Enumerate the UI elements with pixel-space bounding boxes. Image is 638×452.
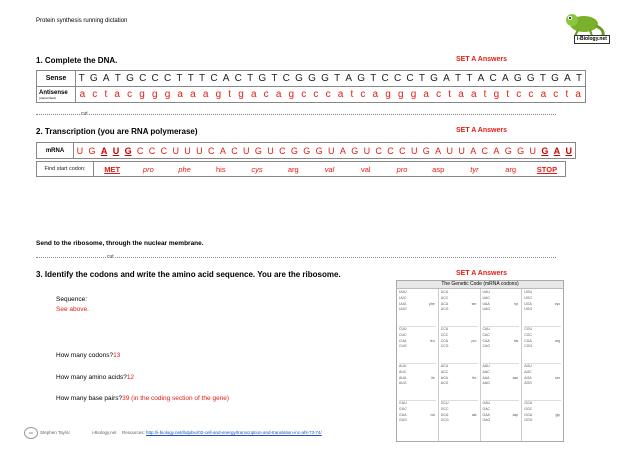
codon: ACG	[440, 381, 449, 386]
codon-amino-acid: arg	[554, 339, 560, 343]
codon: AUC	[399, 369, 407, 374]
mrna-base: U	[184, 145, 191, 156]
antisense-base: c	[92, 89, 98, 100]
antisense-base: a	[575, 89, 581, 100]
antisense-base: t	[506, 89, 510, 100]
codon: GAC	[482, 406, 491, 411]
antisense-base: a	[202, 89, 209, 100]
mrna-base: U	[196, 145, 203, 156]
codon-amino-acid: ser	[471, 302, 477, 306]
sense-base: T	[271, 73, 278, 84]
antisense-base: t	[448, 89, 452, 100]
codon-group	[524, 327, 561, 364]
codon-group	[524, 290, 561, 327]
codon: AAC	[482, 369, 490, 374]
mrna-base: A	[435, 145, 442, 156]
sense-base: C	[151, 73, 159, 84]
codon-amino-acid: his	[513, 339, 519, 343]
logo-label: i-Biology.net	[574, 35, 610, 44]
antisense-base: a	[114, 89, 120, 100]
sense-base: C	[234, 73, 242, 84]
codon: GUA	[399, 412, 407, 417]
sense-base: T	[575, 73, 583, 84]
codon: AUU	[399, 364, 407, 368]
codon-column	[397, 289, 439, 441]
base-pair-count-answer: 39 (in the coding section of the gene)	[122, 395, 230, 402]
codon: UAC	[482, 295, 490, 300]
mrna-base: A	[219, 145, 226, 156]
antisense-base: a	[190, 89, 196, 100]
codon: UCG	[440, 307, 449, 312]
codon: CAU	[482, 327, 490, 331]
codon-amino-acid: val	[430, 413, 435, 417]
sense-base: C	[393, 73, 402, 84]
codon: AAU	[482, 364, 490, 368]
antisense-label-text: Antisense	[39, 89, 68, 96]
mrna-base: U	[267, 145, 274, 156]
codon: CAA	[482, 338, 490, 343]
amino-acid-count-row	[56, 374, 134, 381]
codon: AGG	[524, 381, 533, 386]
codon-amino-acid: ser	[555, 376, 560, 380]
antisense-base: t	[228, 89, 232, 100]
codon: UUU	[399, 290, 407, 294]
sense-base: A	[564, 73, 571, 84]
codon-amino-acid: asn	[512, 376, 519, 380]
sense-base: G	[89, 73, 98, 84]
antisense-base: c	[528, 89, 534, 100]
codon-count-question: How many codons?	[56, 352, 114, 359]
send-to-ribosome-text: Send to the ribosome, through the nuclear membrane.	[36, 240, 204, 247]
amino-acid: his	[216, 164, 226, 174]
mrna-base: U	[446, 145, 453, 156]
antisense-label	[37, 87, 76, 103]
sense-base: G	[526, 73, 535, 84]
mrna-base: C	[207, 145, 215, 156]
antisense-strand	[76, 87, 586, 103]
codon: AGU	[524, 364, 532, 368]
section2-answers-label: SET A Answers	[456, 127, 507, 134]
sequence-label: Sequence:	[56, 296, 88, 303]
codon: GUU	[399, 401, 407, 405]
mrna-base: A	[553, 145, 561, 156]
footer-resources-label: Resources:	[122, 430, 145, 435]
sense-base: A	[222, 73, 230, 84]
base-pair-count-question: How many base pairs?	[56, 395, 123, 402]
codon: AUG	[399, 381, 407, 386]
base-pair-count-row	[56, 395, 229, 402]
codon: GCG	[440, 418, 449, 423]
codon: UUA	[399, 301, 407, 306]
antisense-base: c	[301, 89, 307, 100]
genetic-code-title: The Genetic Code (mRNA codons)	[397, 281, 563, 289]
antisense-base: a	[79, 89, 86, 100]
mrna-base: C	[160, 145, 168, 156]
amino-acid-sequence	[94, 162, 566, 177]
codon-amino-acid: gly	[555, 413, 560, 417]
codon: GGA	[524, 412, 533, 417]
codon: GUG	[399, 418, 407, 423]
amino-acid: cys	[251, 164, 263, 174]
antisense-base: g	[164, 89, 171, 100]
codon: AGC	[524, 369, 532, 374]
sense-base: T	[78, 73, 85, 84]
codon: CCA	[440, 338, 449, 343]
footer-author: Stephen Taylor	[40, 430, 70, 435]
codon-amino-acid: asp	[512, 413, 519, 417]
codon: GAA	[482, 412, 490, 417]
antisense-base: g	[493, 89, 500, 100]
sense-base: G	[357, 73, 366, 84]
amino-acid: STOP	[536, 164, 558, 174]
antisense-base: g	[139, 89, 145, 100]
codon-amino-acid: cys	[554, 302, 560, 306]
codon: GGC	[524, 406, 533, 411]
antisense-base: g	[238, 89, 244, 100]
sense-base: G	[551, 73, 559, 84]
cut-label: cut	[107, 254, 114, 260]
codon-amino-acid: leu	[430, 339, 435, 343]
amino-acid-count-answer: 12	[126, 374, 135, 381]
antisense-base: a	[337, 89, 344, 100]
mrna-base: G	[541, 145, 549, 156]
codon: GUC	[399, 406, 407, 411]
antisense-base: t	[104, 89, 108, 100]
sequence-answer: See above.	[56, 306, 89, 313]
mrna-base: G	[254, 145, 262, 156]
antisense-base: c	[553, 89, 559, 100]
codon-amino-acid: thr	[472, 376, 477, 380]
codon-group	[441, 364, 478, 401]
antisense-base: a	[458, 89, 464, 100]
sense-base: G	[295, 73, 303, 84]
sense-base: C	[406, 73, 414, 84]
sense-label: Sense	[37, 71, 76, 87]
codon: UAA	[482, 301, 490, 306]
sense-base: G	[308, 73, 316, 84]
antisense-base: c	[313, 89, 319, 100]
section1-heading: 1. Complete the DNA.	[36, 56, 118, 65]
sense-base: C	[210, 73, 218, 84]
codon-count-row	[56, 352, 120, 359]
start-codon-label: Find start codon:	[37, 162, 94, 177]
codon: ACA	[440, 375, 448, 380]
sense-base: T	[199, 73, 206, 84]
mrna-base: U	[410, 145, 418, 156]
mrna-base: C	[231, 145, 238, 156]
amino-acid: asp	[432, 164, 445, 174]
sense-base: T	[176, 73, 183, 84]
cut-line-1	[36, 111, 556, 117]
mrna-base: A	[493, 145, 500, 156]
codon: ACU	[440, 364, 449, 368]
codon: AAG	[482, 381, 490, 386]
cut-line-2	[36, 254, 556, 260]
codon-amino-acid: ile	[431, 376, 435, 380]
codon: UUC	[399, 295, 407, 300]
mrna-base: G	[422, 145, 430, 156]
mrna-base: G	[504, 145, 512, 156]
mrna-base: A	[100, 145, 108, 156]
footer-site: i-Biology.net	[92, 430, 117, 435]
codon: CGG	[524, 344, 533, 349]
sense-base: T	[247, 73, 254, 84]
codon: GAU	[482, 401, 491, 405]
mrna-base: G	[124, 145, 132, 156]
codon-column	[481, 289, 523, 441]
codon: GCU	[440, 401, 449, 405]
codon: UGC	[524, 295, 533, 300]
amino-acid: pro	[396, 164, 408, 174]
codon: UGA	[524, 301, 532, 306]
codon-count-answer: 13	[113, 352, 121, 359]
amino-acid-table	[36, 161, 566, 177]
antisense-base: a	[470, 89, 477, 100]
codon: CAC	[482, 332, 490, 337]
sense-base: T	[334, 73, 341, 84]
amino-acid: arg	[287, 164, 299, 174]
mrna-base: U	[172, 145, 179, 156]
footer-resources	[122, 430, 322, 435]
section1-answers-label: SET A Answers	[456, 56, 507, 63]
mrna-base: G	[88, 145, 96, 156]
codon-column	[522, 289, 563, 441]
footer-link[interactable]: http://i-biology.net/ibdpbio/02-cell-and-energy/transcription-and-translation-inc-ahl-73-74/	[146, 430, 322, 435]
codon-group	[524, 401, 561, 437]
section3-heading: 3. Identify the codons and write the amino acid sequence. You are the ribosome.	[36, 270, 341, 279]
section2-heading: 2. Transcription (you are RNA polymerase)	[36, 127, 198, 136]
antisense-sub-label: (transcribed)	[39, 95, 56, 100]
mrna-base: U	[565, 145, 573, 156]
mrna-base: U	[529, 145, 536, 156]
antisense-base: t	[350, 89, 354, 100]
sense-base: A	[102, 73, 110, 84]
sense-base: A	[345, 73, 353, 84]
mrna-base: G	[517, 145, 525, 156]
codon: CAG	[482, 344, 491, 349]
sense-strand	[76, 71, 586, 87]
sense-base: C	[282, 73, 290, 84]
genetic-code-table	[396, 280, 564, 442]
mrna-base: C	[399, 145, 406, 156]
codon: GGG	[524, 418, 533, 423]
codon: CCU	[440, 327, 449, 331]
antisense-base: c	[263, 89, 269, 100]
document-title: Protein synthesis running dictation	[36, 18, 128, 24]
amino-acid-count-question: How many amino acids?	[56, 374, 127, 381]
codon: GCC	[440, 406, 449, 411]
codon-group	[524, 364, 561, 401]
antisense-base: a	[372, 89, 379, 100]
mrna-label: mRNA	[37, 143, 74, 159]
amino-acid: val	[360, 164, 371, 174]
codon: CGA	[524, 338, 532, 343]
codon: GGU	[524, 401, 533, 405]
codon: GCA	[440, 412, 449, 417]
antisense-base: c	[516, 89, 522, 100]
mrna-base: C	[387, 145, 394, 156]
creative-commons-icon: cc	[24, 427, 38, 439]
mrna-base: U	[243, 145, 250, 156]
codon: UGU	[524, 290, 533, 294]
codon-amino-acid: tyr	[514, 302, 519, 306]
mrna-base: C	[136, 145, 144, 156]
codon: CGU	[524, 327, 533, 331]
sense-base: C	[139, 73, 147, 84]
sense-base: G	[430, 73, 438, 84]
antisense-base: t	[483, 89, 487, 100]
cut-label: cut	[81, 111, 88, 117]
mrna-base: C	[279, 145, 286, 156]
codon: UCA	[440, 301, 449, 306]
antisense-base: g	[410, 89, 417, 100]
mrna-base: G	[351, 145, 359, 156]
sense-base: T	[539, 73, 546, 84]
mrna-base: C	[481, 145, 489, 156]
mrna-base: G	[290, 145, 298, 156]
codon: AUA	[399, 375, 407, 380]
codon: CUA	[399, 338, 407, 343]
mrna-base: G	[315, 145, 323, 156]
mrna-base: C	[148, 145, 156, 156]
antisense-base: g	[288, 89, 295, 100]
codon-group	[441, 327, 478, 364]
antisense-base: a	[275, 89, 282, 100]
antisense-base: a	[423, 89, 429, 100]
codon-group	[441, 401, 478, 437]
mrna-base: G	[303, 145, 311, 156]
antisense-base: c	[436, 89, 442, 100]
antisense-base: g	[151, 89, 158, 100]
sense-base: A	[501, 73, 509, 84]
mrna-base: A	[339, 145, 346, 156]
codon: CUG	[399, 344, 407, 349]
codon-column	[439, 289, 481, 441]
sense-base: T	[455, 73, 462, 84]
sense-base: G	[321, 73, 329, 84]
codon: ACC	[440, 369, 449, 374]
sense-base: G	[513, 73, 522, 84]
sense-base: A	[443, 73, 450, 84]
mrna-strand	[74, 143, 576, 159]
codon-group	[483, 327, 520, 364]
codon-group	[399, 364, 436, 401]
mrna-base: A	[470, 145, 477, 156]
mrna-base: U	[458, 145, 465, 156]
sense-base: T	[466, 73, 473, 84]
sense-base: A	[477, 73, 485, 84]
codon: UCU	[440, 290, 449, 294]
mrna-base: C	[375, 145, 382, 156]
amino-acid: phe	[178, 164, 191, 174]
mrna-base: U	[363, 145, 371, 156]
codon: CCC	[440, 332, 449, 337]
amino-acid: val	[324, 164, 335, 174]
ibiology-logo	[562, 8, 614, 48]
amino-acid: pro	[142, 164, 154, 174]
codon: UGG	[524, 307, 533, 312]
codon: CGC	[524, 332, 533, 337]
codon-amino-acid: ala	[471, 413, 477, 417]
codon: CUU	[399, 327, 407, 331]
sense-base: G	[126, 73, 134, 84]
codon-group	[399, 327, 436, 364]
mrna-base: U	[328, 145, 335, 156]
amino-acid: tyr	[470, 164, 479, 174]
codon: UAU	[482, 290, 490, 294]
codon: UAG	[482, 307, 491, 312]
dna-table	[36, 70, 586, 103]
codon-group	[441, 290, 478, 327]
codon: CCG	[440, 344, 449, 349]
codon-amino-acid: phe	[428, 302, 435, 306]
antisense-base: a	[250, 89, 257, 100]
codon: GAG	[482, 418, 491, 423]
antisense-base: g	[385, 89, 391, 100]
mrna-base: U	[112, 145, 120, 156]
antisense-base: a	[177, 89, 183, 100]
mrna-base: U	[76, 145, 84, 156]
codon-group	[399, 401, 436, 437]
mrna-table	[36, 142, 576, 159]
sense-base: T	[418, 73, 425, 84]
section3-answers-label: SET A Answers	[456, 270, 507, 277]
antisense-base: c	[127, 89, 133, 100]
sense-base: T	[187, 73, 194, 84]
codon-amino-acid: pro	[471, 339, 477, 343]
codon: AAA	[482, 375, 490, 380]
sense-base: T	[114, 73, 121, 84]
antisense-base: c	[360, 89, 366, 100]
amino-acid: arg	[505, 164, 517, 174]
antisense-base: a	[540, 89, 547, 100]
codon: CUC	[399, 332, 407, 337]
sense-base: C	[489, 73, 497, 84]
sense-base: G	[258, 73, 267, 84]
codon-group	[483, 290, 520, 327]
sense-base: C	[163, 73, 172, 84]
codon: UUG	[399, 307, 407, 312]
antisense-base: g	[215, 89, 222, 100]
sense-base: C	[381, 73, 389, 84]
antisense-base: c	[325, 89, 331, 100]
codon-group	[483, 364, 520, 401]
codon: UCC	[440, 295, 449, 300]
amino-acid: MET	[104, 164, 121, 174]
codon-group	[483, 401, 520, 437]
codon: AGA	[524, 375, 532, 380]
antisense-base: t	[565, 89, 569, 100]
sense-base: T	[370, 73, 377, 84]
antisense-base: g	[397, 89, 404, 100]
codon-group	[399, 290, 436, 327]
